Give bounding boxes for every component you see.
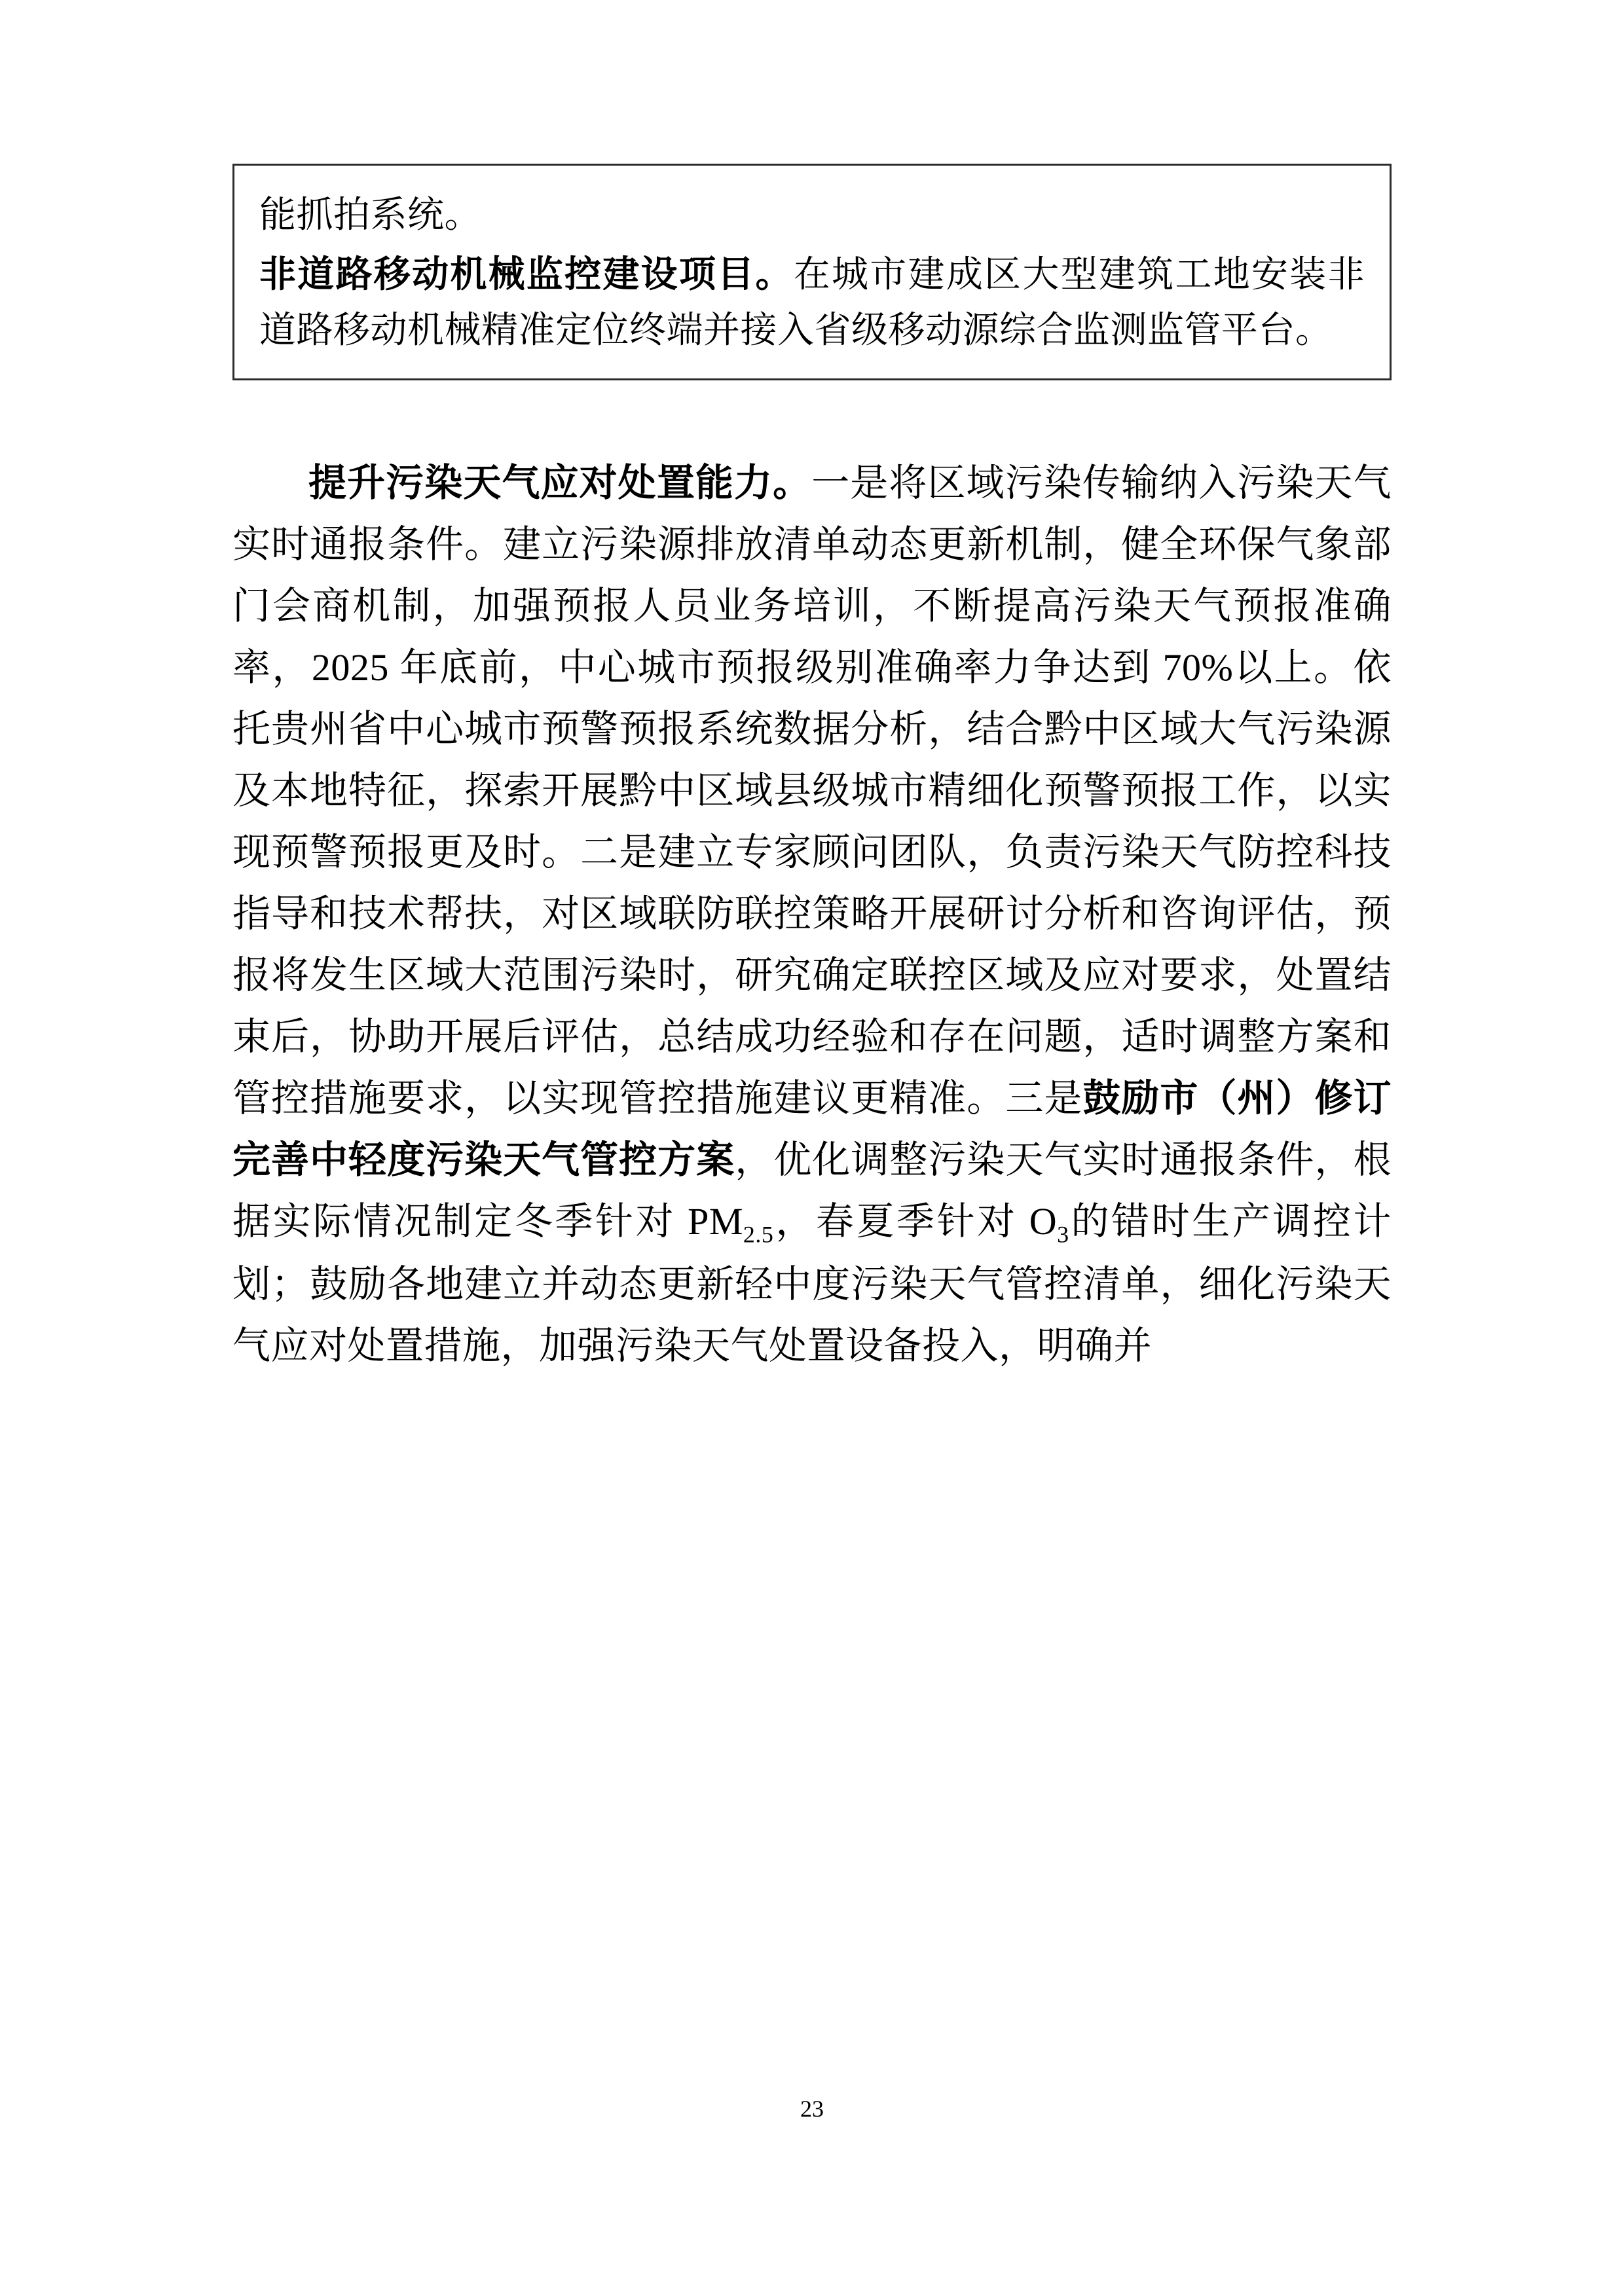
boxed-callout — [232, 164, 1392, 380]
chemical-o3-subscript: 3 — [1057, 1221, 1069, 1248]
boxed-project-paragraph — [259, 247, 1365, 359]
page-number: 23 — [800, 2096, 824, 2122]
chemical-pm25-symbol: PM — [688, 1199, 743, 1243]
boxed-project-text: 在城市建成区大型建筑工地安装非道路移动机械精准定位终端并接入省级移动源综合监测监管平台。 — [259, 255, 1365, 352]
page-content — [232, 164, 1392, 1377]
chemical-pm25 — [688, 1199, 774, 1248]
body-section — [232, 452, 1392, 1376]
body-heading: 提升污染天气应对处置能力。 — [308, 462, 812, 505]
body-part-two-b: ，春夏季针对 — [773, 1199, 1029, 1243]
body-part-two-a: ，优化调整污染天气实时通报条件，根据实际情况制定冬季针对 — [232, 1138, 1392, 1243]
body-part-two-c: 的错时生产调控计划；鼓励各地建立并动态更新轻中度污染天气管控清单，细化污染天气应对处置措施，加强污染天气处置设备投入，明确并 — [232, 1199, 1392, 1367]
chemical-pm25-subscript: 2.5 — [743, 1221, 774, 1248]
body-paragraph — [232, 452, 1392, 1376]
boxed-project-heading: 非道路移动机械监控建设项目。 — [259, 255, 794, 296]
body-highlight-two: 鼓励市（州）修订完善中轻度污染天气管控方案 — [232, 1076, 1392, 1181]
chemical-o3 — [1029, 1199, 1069, 1248]
chemical-o3-symbol: O — [1029, 1199, 1058, 1243]
body-part-one: 一是将区域污染传输纳入污染天气实时通报条件。建立污染源排放清单动态更新机制，健全环保气象部门会商机制，加强预报人员业务培训，不断提高污染天气预报准确率，2025 年底前，中心城市预报级别准确率力争达到 70%以上。依托贵州省中心城市预警预报系统数据分析，结合黔中区域大气污染源及本地特征，探索开展黔中区域县级城市精细化预警预报工作，以实现预警预报更及时。二是建立专家顾问团队，负责污染天气防控科技指导和技术帮扶，对区域联防联控策略开展研讨分析和咨询评估，预报将发生区域大范围污染时，研究确定联控区域及应对要求，处置结束后，协助开展后评估，总结成功经验和存在问题，适时调整方案和管控措施要求，以实现管控措施建议更精准。三是 — [232, 462, 1392, 1120]
boxed-continuation-line: 能抓拍系统。 — [259, 195, 481, 236]
